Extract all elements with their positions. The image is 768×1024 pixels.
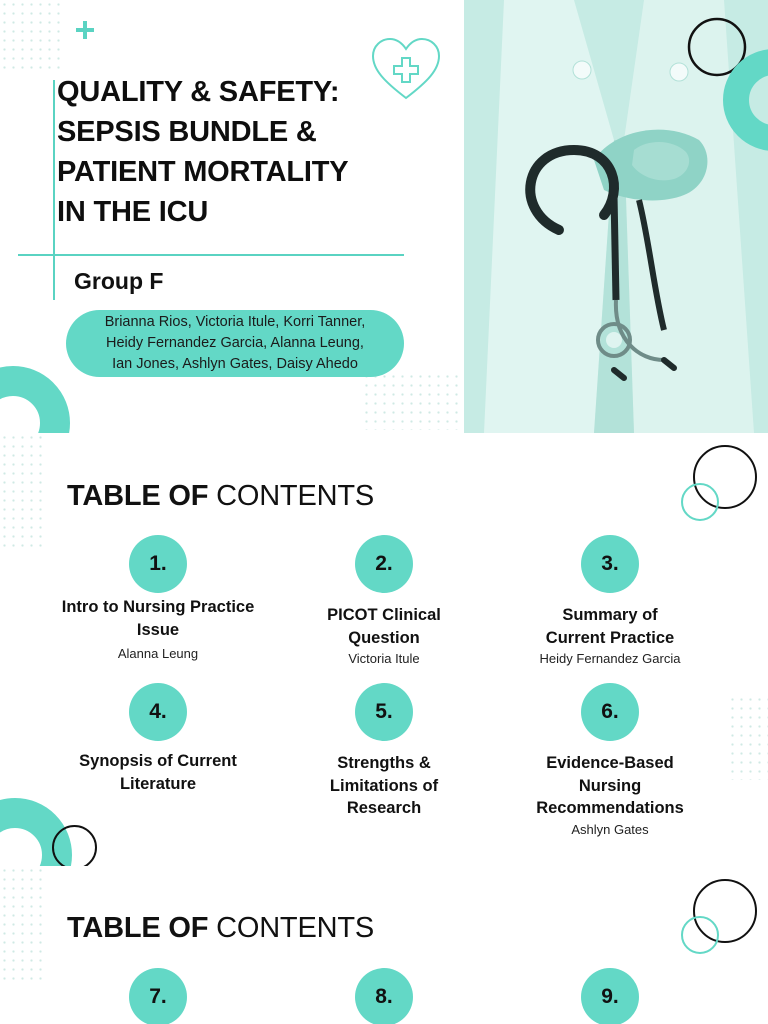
toc-heading-bold: TABLE OF [67,480,209,512]
members-list [105,312,366,375]
toc-slide-1 [0,433,768,866]
toc-item-author: Alanna Leung [117,646,199,661]
toc-item-9 [497,968,723,1024]
toc-heading [67,480,374,513]
toc-heading [67,912,374,945]
toc-item-author: Heidy Fernandez Garcia [539,651,681,666]
dot-texture [362,372,462,430]
doctor-illustration [464,0,768,433]
toc-slide-2 [0,866,768,1024]
toc-number: 7. [129,968,187,1024]
toc-number: 9. [581,968,639,1024]
doctor-stethoscope-photo [464,0,768,433]
toc-heading-regular: CONTENTS [216,912,374,944]
decorative-ring [52,825,97,866]
dot-texture [0,866,48,981]
dot-texture [0,0,60,70]
decorative-ring [681,916,719,954]
toc-item-title: Intro to Nursing Practice Issue [61,598,255,639]
title-line: QUALITY & SAFETY: [57,76,340,108]
group-name: Group F [74,268,164,294]
toc-item-4 [45,683,271,795]
toc-item-7 [45,968,271,1024]
toc-number: 2. [355,535,413,593]
title-line: IN THE ICU [57,196,209,228]
toc-item-title: Evidence-Based Nursing Recommendations [536,754,684,817]
dot-texture [0,433,48,548]
toc-item-3 [497,535,723,668]
accent-horizontal-line [18,254,404,256]
toc-item-2 [271,535,497,668]
toc-item-1 [45,535,271,663]
title-slide [0,0,768,433]
members-line: Ian Jones, Ashlyn Gates, Daisy Ahedo [112,356,358,372]
toc-item-title: Strengths & Limitations of Research [329,754,439,817]
title-line: SEPSIS BUNDLE & [57,116,317,148]
members-line: Heidy Fernandez Garcia, Alanna Leung, [106,335,364,351]
members-line: Brianna Rios, Victoria Itule, Korri Tanner, [104,314,366,330]
toc-item-title: Summary of Current Practice [545,606,675,647]
toc-item-8 [271,968,497,1024]
accent-vertical-line [53,80,55,300]
toc-item-5 [271,683,497,820]
toc-heading-regular: CONTENTS [216,480,374,512]
toc-item-title: Synopsis of Current Literature [79,752,237,793]
toc-number: 8. [355,968,413,1024]
toc-number: 3. [581,535,639,593]
toc-heading-bold: TABLE OF [67,912,209,944]
toc-number: 1. [129,535,187,593]
members-pill [66,310,404,377]
toc-item-author: Ashlyn Gates [571,821,649,837]
plus-icon [74,19,96,41]
decorative-ring [681,483,719,521]
decorative-arc [0,366,70,433]
toc-number: 6. [581,683,639,741]
heart-plus-icon [369,36,443,102]
toc-item-title: PICOT Clinical Question [327,606,441,647]
toc-number: 5. [355,683,413,741]
toc-number: 4. [129,683,187,741]
dot-texture [728,695,768,780]
title-line: PATIENT MORTALITY [57,156,349,188]
toc-item-6 [497,683,723,839]
toc-item-author: Victoria Itule [348,651,420,666]
